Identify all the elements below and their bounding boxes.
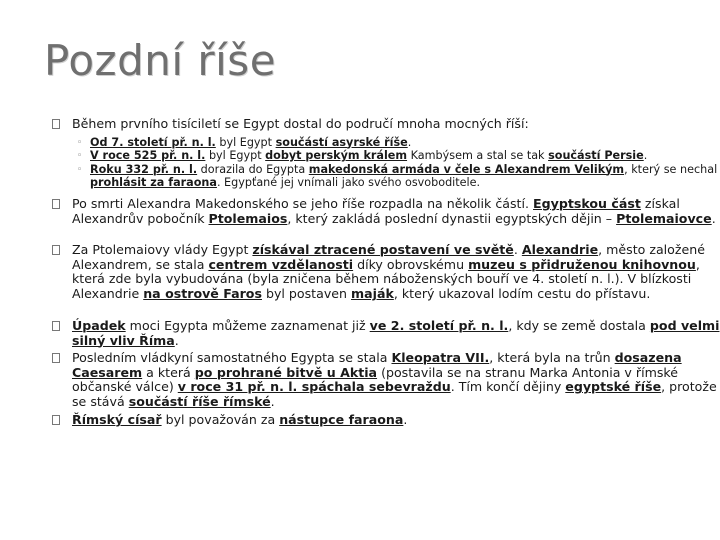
emphasized-text: v roce 31 př. n. l. spáchala sebevraždu bbox=[177, 379, 451, 395]
emphasized-text: na ostrově Faros bbox=[143, 285, 262, 301]
text-segment: získal Alexandrův pobočník bbox=[72, 196, 680, 226]
text-segment: , který se nechal bbox=[624, 162, 718, 176]
text-segment: , který zakládá poslední dynastii egyptských dějin – bbox=[287, 210, 617, 226]
bullet-text bbox=[72, 318, 719, 348]
text-segment: dorazila do Egypta bbox=[197, 162, 309, 176]
text-segment: (postavila se na stranu Marka Antonia v římské občanské válce) bbox=[72, 364, 678, 395]
text-segment: byl považován za bbox=[161, 412, 280, 427]
emphasized-text: Římský císař bbox=[72, 412, 162, 427]
sub-list bbox=[76, 136, 720, 190]
text-segment: , kdy se země dostala bbox=[508, 318, 650, 333]
emphasized-text: egyptské říše bbox=[565, 379, 662, 395]
bullet-text bbox=[72, 350, 717, 409]
text-segment: Za Ptolemaiovy vlády Egypt bbox=[72, 242, 253, 257]
bullet-circle-icon: ◦ bbox=[77, 151, 83, 162]
bullet-square-icon bbox=[52, 353, 60, 363]
emphasized-text: součástí Persie bbox=[548, 149, 644, 163]
bullet-square-icon bbox=[52, 321, 60, 331]
sub-item bbox=[76, 136, 720, 150]
bullet-item bbox=[52, 117, 720, 190]
text-segment: díky obrovskému bbox=[353, 256, 469, 272]
text-segment: . bbox=[407, 135, 412, 149]
emphasized-text: maják bbox=[351, 285, 394, 301]
text-segment: , která byla na trůn bbox=[489, 350, 615, 365]
sub-item-text bbox=[90, 136, 411, 149]
text-segment: , město založené Alexandrem, se stala bbox=[72, 242, 705, 272]
emphasized-text: dobyt perským králem bbox=[265, 149, 408, 163]
bullet-text bbox=[72, 242, 705, 301]
emphasized-text: Egyptskou část bbox=[533, 196, 641, 211]
slide-title: Pozdní říše bbox=[44, 36, 277, 85]
bullet-circle-icon: ◦ bbox=[77, 137, 83, 148]
text-segment: Po smrti Alexandra Makedonského se jeho říše rozpadla na několik částí. bbox=[72, 196, 533, 211]
bullet-item bbox=[52, 243, 720, 301]
emphasized-text: Od 7. století př. n. l. bbox=[90, 135, 216, 149]
emphasized-text: Ptolemaios bbox=[208, 210, 288, 226]
text-segment: byl postaven bbox=[261, 285, 352, 301]
emphasized-text: makedonská armáda v čele s Alexandrem Velikým bbox=[308, 162, 625, 176]
sub-item-text bbox=[90, 149, 647, 162]
sub-item bbox=[76, 149, 720, 163]
emphasized-text: centrem vzdělanosti bbox=[208, 256, 354, 272]
emphasized-text: součástí asyrské říše bbox=[275, 135, 408, 149]
emphasized-text: po prohrané bitvě u Aktia bbox=[194, 364, 378, 380]
bullet-circle-icon: ◦ bbox=[77, 164, 83, 175]
text-segment: Posledním vládkyní samostatného Egypta se stala bbox=[72, 350, 392, 365]
emphasized-text: prohlásit za faraona bbox=[90, 176, 217, 190]
text-segment: . bbox=[403, 412, 408, 427]
bullet-text bbox=[72, 412, 407, 427]
text-segment: , protože se stává bbox=[72, 379, 717, 409]
text-segment: . Tím končí dějiny bbox=[450, 379, 566, 395]
emphasized-text: Roku 332 př. n. l. bbox=[90, 162, 198, 176]
text-segment: . Egypťané jej vnímali jako svého osvoboditele. bbox=[216, 176, 481, 190]
text-segment: Během prvního tisíciletí se Egypt dostal do područí mnoha mocných říší: bbox=[72, 116, 529, 131]
bullet-square-icon bbox=[52, 415, 60, 425]
text-segment: moci Egypta můžeme zaznamenat již bbox=[125, 318, 370, 333]
text-segment: . bbox=[643, 149, 648, 163]
emphasized-text: ve 2. století př. n. l. bbox=[369, 318, 509, 333]
text-segment: , která zde byla vybudována (byla zničena během náboženských bouří ve 4. století n. l.). V blízkosti Alexandrie bbox=[72, 256, 700, 301]
text-segment: byl Egypt bbox=[215, 135, 276, 149]
bullet-square-icon bbox=[52, 199, 60, 209]
bullet-item bbox=[52, 351, 720, 409]
bullet-square-icon bbox=[52, 119, 60, 129]
text-segment: a která bbox=[142, 364, 195, 380]
text-segment: Kambýsem a stal se tak bbox=[407, 149, 549, 163]
sub-item bbox=[76, 163, 720, 190]
bullet-text bbox=[72, 196, 716, 226]
bullet-item bbox=[52, 197, 720, 226]
emphasized-text: Ptolemaiovce bbox=[616, 210, 712, 226]
emphasized-text: Úpadek bbox=[72, 318, 126, 333]
bullet-square-icon bbox=[52, 245, 60, 255]
sub-item-text bbox=[90, 163, 717, 190]
emphasized-text: Alexandrie bbox=[521, 242, 599, 257]
text-segment: , který ukazoval lodím cestu do přístavu. bbox=[393, 285, 651, 301]
text-segment: . bbox=[711, 210, 716, 226]
emphasized-text: nástupce faraona bbox=[279, 412, 404, 427]
emphasized-text: muzeu s přidruženou knihovnou bbox=[468, 256, 696, 272]
text-segment: . bbox=[174, 332, 179, 348]
emphasized-text: získával ztracené postavení ve světě bbox=[252, 242, 514, 257]
text-segment: byl Egypt bbox=[205, 149, 266, 163]
emphasized-text: pod velmi silný vliv Říma bbox=[72, 318, 720, 348]
text-segment: . bbox=[513, 242, 522, 257]
text-segment: . bbox=[270, 393, 275, 409]
emphasized-text: součástí říše římské bbox=[128, 393, 271, 409]
bullet-item bbox=[52, 413, 720, 428]
emphasized-text: dosazena Caesarem bbox=[72, 350, 682, 380]
emphasized-text: Kleopatra VII. bbox=[391, 350, 490, 365]
bullet-text bbox=[72, 116, 529, 131]
bullet-item bbox=[52, 319, 720, 348]
emphasized-text: V roce 525 př. n. l. bbox=[90, 149, 206, 163]
